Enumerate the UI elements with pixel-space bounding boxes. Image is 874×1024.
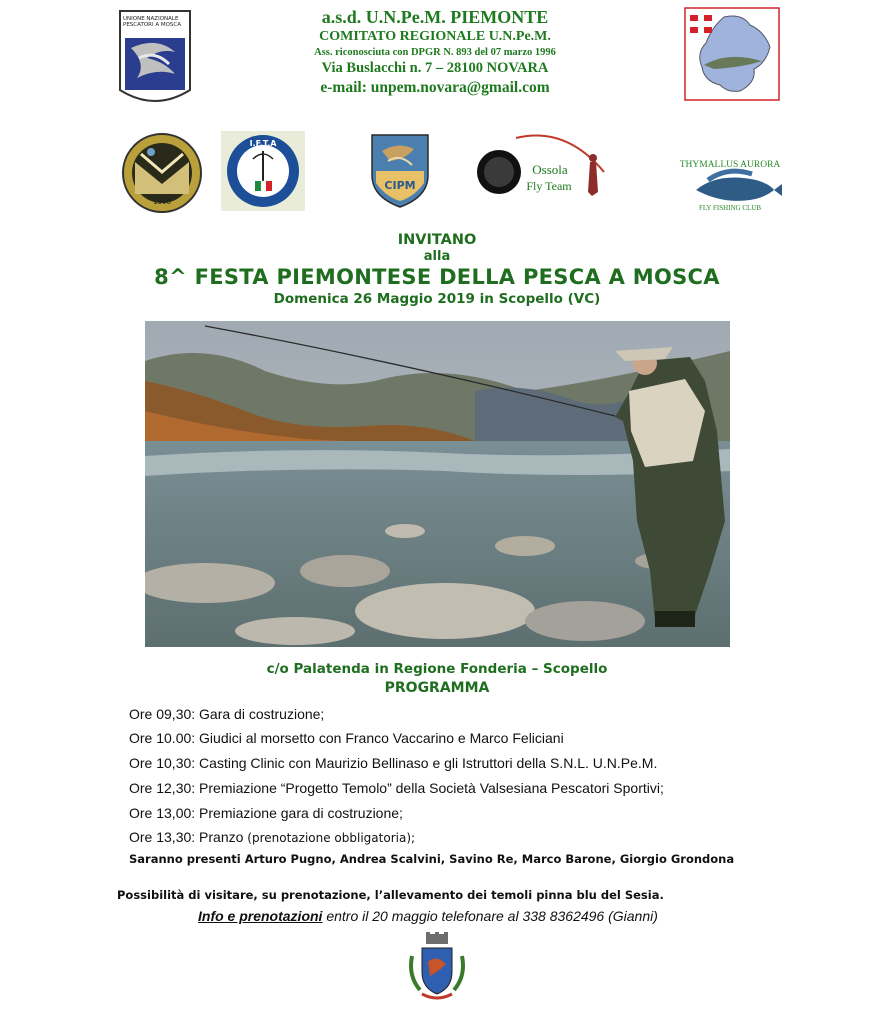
program-heading: PROGRAMMA xyxy=(384,680,490,696)
ossola-line1: Ossola xyxy=(532,162,568,177)
thymallus-top-label: THYMALLUS AURORA xyxy=(679,160,781,170)
program-item: Ore 10.00: Giudici al morsetto con Franco Vaccarino e Marco Feliciani xyxy=(129,730,564,746)
info-details: entro il 20 maggio telefonare al 338 8362496 (Gianni) xyxy=(322,908,658,924)
event-date: Domenica 26 Maggio 2019 in Scopello (VC) xyxy=(273,291,601,307)
program-item: Ore 12,30: Premiazione “Progetto Temolo” della Società Valsesiana Pescatori Sportivi; xyxy=(129,780,664,796)
program-item: Ore 10,30: Casting Clinic con Maurizio Bellinaso e gli Istruttori della S.N.L. U.N.Pe.M. xyxy=(129,755,658,771)
cipm-logo xyxy=(368,131,432,209)
program-item: Ore 09,30: Gara di costruzione; xyxy=(129,706,325,722)
committee-line: COMITATO REGIONALE U.N.Pe.M. xyxy=(319,29,551,44)
thymallus-bottom-label: FLY FISHING CLUB xyxy=(698,204,762,212)
piemonte-region-logo xyxy=(684,7,780,101)
ossola-fly-team-logo xyxy=(476,132,614,202)
guests-line: Saranno presenti Arturo Pugno, Andrea Scalvini, Savino Re, Marco Barone, Giorgio Grondona xyxy=(129,852,735,866)
ifta-label: I.F.T.A xyxy=(249,139,277,148)
info-label: Info e prenotazioni xyxy=(198,908,323,924)
scopello-coat-of-arms xyxy=(408,932,466,1002)
address-line: Via Buslacchi n. 7 – 28100 NOVARA xyxy=(321,60,549,76)
recognition-line: Ass. riconosciuta con DPGR N. 893 del 07 marzo 1996 xyxy=(314,47,556,58)
program-item-lunch xyxy=(129,829,415,845)
seal-year: 1996 xyxy=(153,198,171,206)
info-line xyxy=(198,908,658,924)
lunch-note: (prenotazione obbligatoria); xyxy=(247,831,416,845)
venue-line: c/o Palatenda in Regione Fonderia – Scopello xyxy=(266,661,608,677)
visit-note: Possibilità di visitare, su prenotazione, l’allevamento dei temoli pinna blu del Sesia. xyxy=(117,888,664,902)
org-name: a.s.d. U.N.Pe.M. PIEMONTE xyxy=(321,7,549,27)
to-the-heading: alla xyxy=(423,249,451,264)
lunch-label: Ore 13,30: Pranzo xyxy=(129,829,244,845)
seal-logo xyxy=(121,132,203,214)
event-title: 8^ FESTA PIEMONTESE DELLA PESCA A MOSCA xyxy=(154,265,720,289)
unpem-logo-text: UNIONE NAZIONALE PESCATORI A MOSCA xyxy=(123,16,182,28)
ossola-line2: Fly Team xyxy=(526,179,572,193)
thymallus-aurora-logo xyxy=(678,160,782,218)
ifta-logo xyxy=(221,131,305,211)
fly-fisherman-photo xyxy=(145,321,730,647)
cipm-label: CIPM xyxy=(384,179,416,192)
email-line: e-mail: unpem.novara@gmail.com xyxy=(320,79,550,96)
unpem-logo xyxy=(117,8,193,112)
program-item: Ore 13,00: Premiazione gara di costruzione; xyxy=(129,805,403,821)
invite-heading: INVITANO xyxy=(397,232,477,248)
